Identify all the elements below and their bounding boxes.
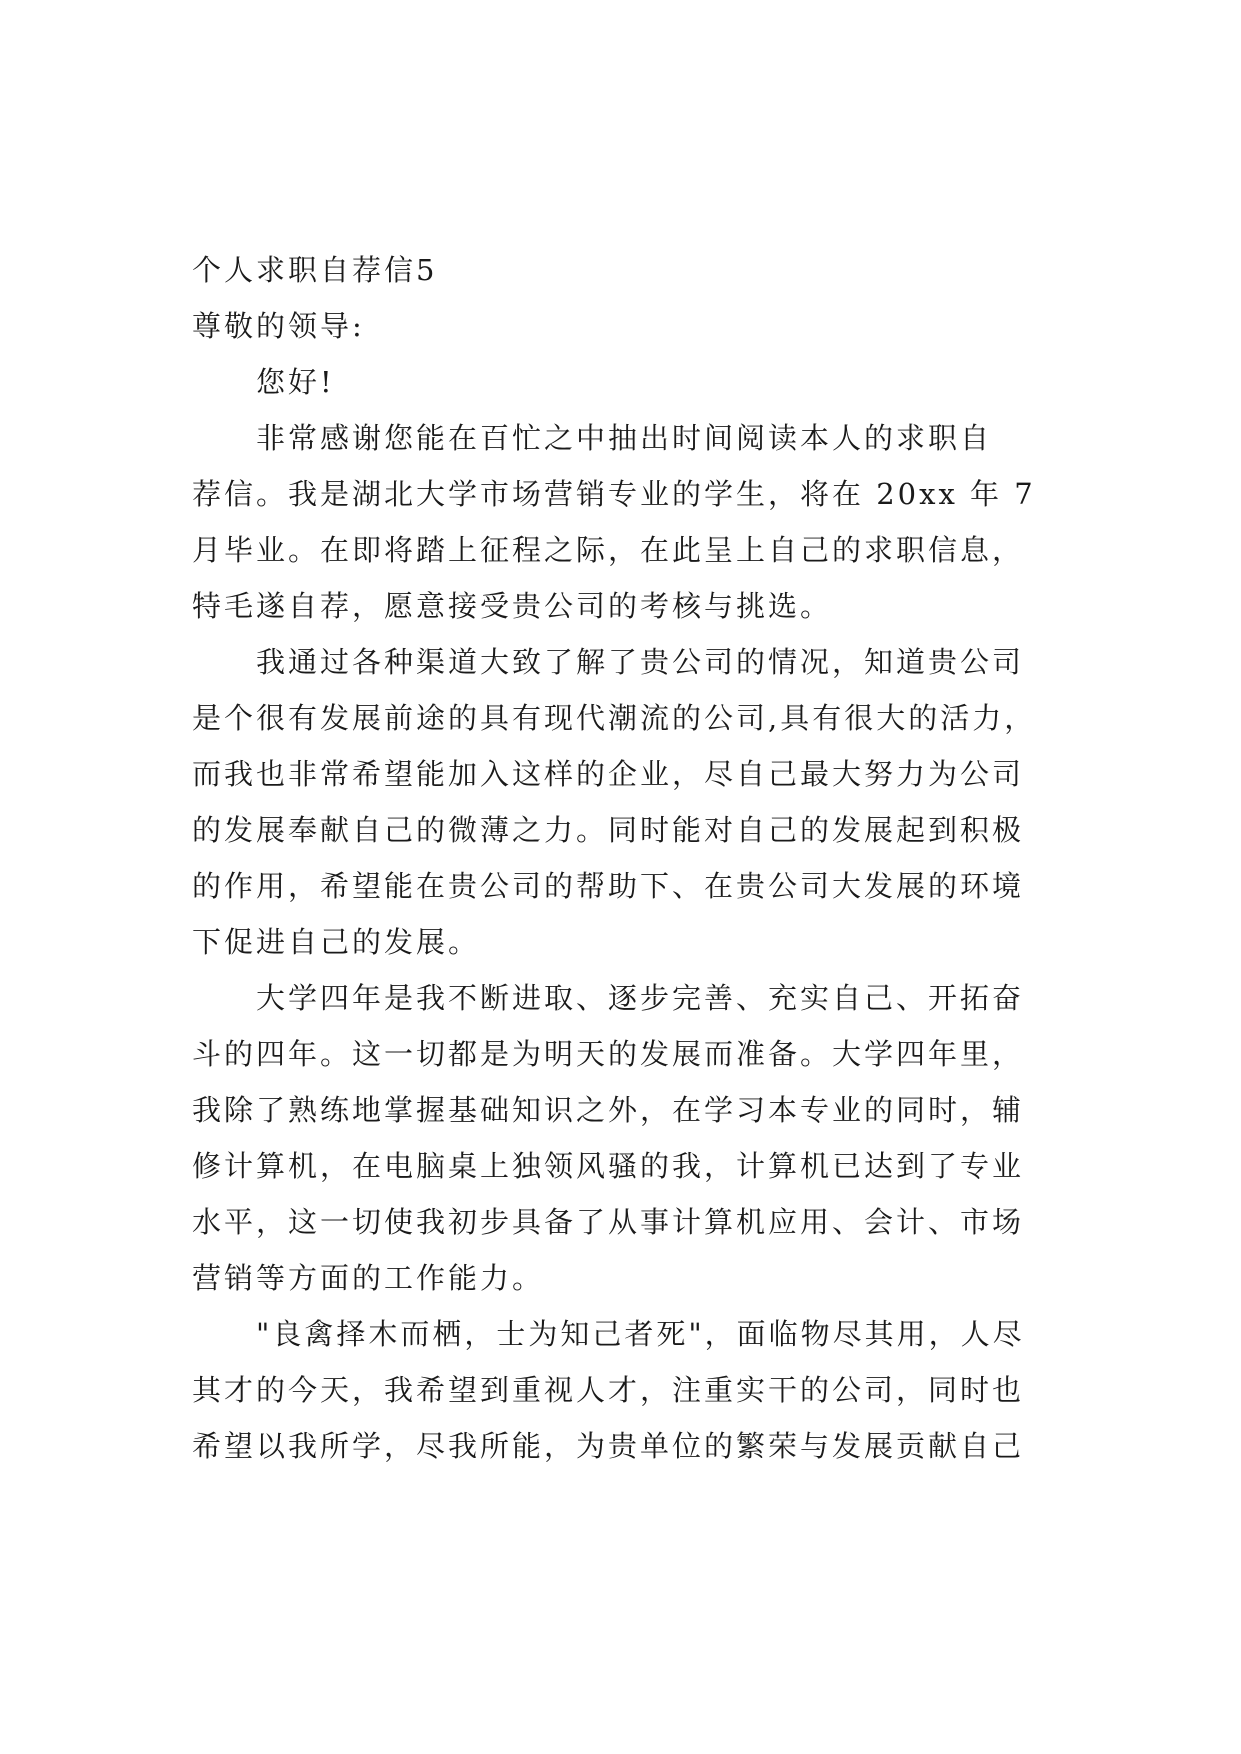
body-line: 我通过各种渠道大致了解了贵公司的情况，知道贵公司: [256, 645, 1025, 679]
body-line: 其才的今天，我希望到重视人才，注重实干的公司，同时也: [192, 1373, 1025, 1407]
body-line: 荐信。我是湖北大学市场营销专业的学生，将在 20xx 年 7: [192, 477, 1036, 511]
body-line: 是个很有发展前途的具有现代潮流的公司,具有很大的活力，: [192, 701, 1037, 735]
body-line: 下促进自己的发展。: [192, 925, 481, 959]
body-line: 月毕业。在即将踏上征程之际，在此呈上自己的求职信息，: [192, 533, 1025, 567]
body-line: "良禽择木而栖，士为知己者死"，面临物尽其用，人尽: [256, 1317, 1025, 1351]
salutation: 尊敬的领导:: [192, 309, 365, 343]
body-line: 斗的四年。这一切都是为明天的发展而准备。大学四年里，: [192, 1037, 1025, 1071]
body-line: 我除了熟练地掌握基础知识之外，在学习本专业的同时，辅: [192, 1093, 1025, 1127]
body-line: 修计算机，在电脑桌上独领风骚的我，计算机已达到了专业: [192, 1149, 1025, 1183]
body-line: 特毛遂自荐，愿意接受贵公司的考核与挑选。: [192, 589, 833, 623]
body-line: 而我也非常希望能加入这样的企业，尽自己最大努力为公司: [192, 757, 1025, 791]
body-line: 营销等方面的工作能力。: [192, 1261, 545, 1295]
body-line: 希望以我所学，尽我所能，为贵单位的繁荣与发展贡献自己: [192, 1429, 1025, 1463]
body-line: 的发展奉献自己的微薄之力。同时能对自己的发展起到积极: [192, 813, 1025, 847]
body-line: 水平，这一切使我初步具备了从事计算机应用、会计、市场: [192, 1205, 1025, 1239]
body-line: 大学四年是我不断进取、逐步完善、充实自己、开拓奋: [256, 981, 1025, 1015]
greeting: 您好!: [256, 365, 335, 399]
body-line: 的作用，希望能在贵公司的帮助下、在贵公司大发展的环境: [192, 869, 1025, 903]
document-title: 个人求职自荐信5: [192, 253, 438, 287]
body-line: 非常感谢您能在百忙之中抽出时间阅读本人的求职自: [256, 421, 993, 455]
